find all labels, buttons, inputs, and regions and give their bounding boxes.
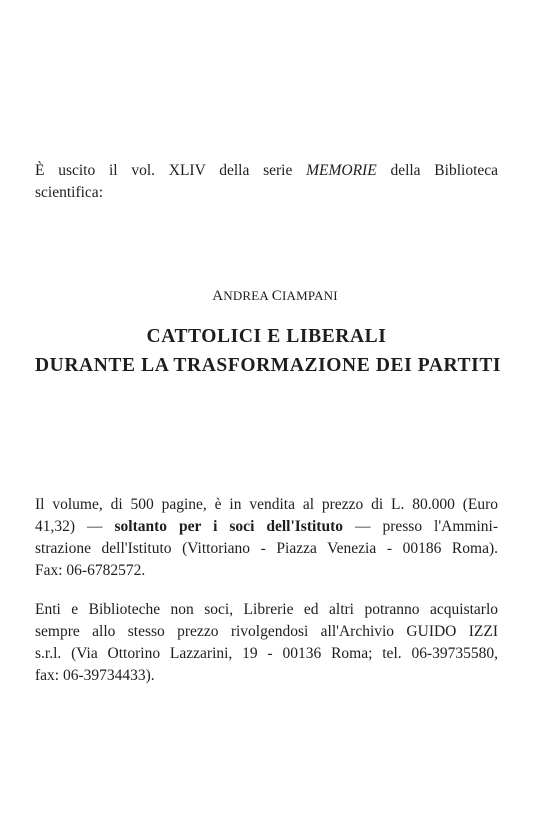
price-paragraph	[35, 494, 498, 582]
distribution-line-1: Enti e Biblioteche non soci, Librerie ed altri potranno acquistarlo	[35, 601, 498, 618]
intro-line-1: È uscito il vol. XLIV della serie MEMORIE della Biblioteca	[35, 162, 499, 179]
price-line-4: Fax: 06-6782572.	[35, 562, 146, 579]
series-name: MEMORIE	[306, 162, 377, 179]
intro-line-2: scientifica:	[35, 184, 103, 201]
announcement-intro	[35, 160, 498, 204]
distribution-line-3: s.r.l. (Via Ottorino Lazzarini, 19 - 00136 Roma; tel. 06-39735580,	[35, 645, 498, 662]
book-title-line-1: CATTOLICI E LIBERALI	[146, 326, 387, 347]
distribution-line-4: fax: 06-39734433).	[35, 667, 155, 684]
members-only-note: soltanto per i soci dell'Istituto	[114, 518, 343, 535]
book-title-line-2: DURANTE LA TRASFORMAZIONE DEI PARTITI	[35, 355, 502, 376]
book-author: ANDREA CIAMPANI	[212, 288, 338, 304]
price-line-2: 41,32) — soltanto per i soci dell'Istituto — presso l'Ammini-	[35, 518, 498, 535]
distribution-paragraph	[35, 599, 498, 687]
price-line-1: Il volume, di 500 pagine, è in vendita al prezzo di L. 80.000 (Euro	[35, 496, 498, 513]
distribution-line-2: sempre allo stesso prezzo rivolgendosi all'Archivio GUIDO IZZI	[35, 623, 498, 640]
price-line-3: strazione dell'Istituto (Vittoriano - Piazza Venezia - 00186 Roma).	[35, 540, 498, 557]
